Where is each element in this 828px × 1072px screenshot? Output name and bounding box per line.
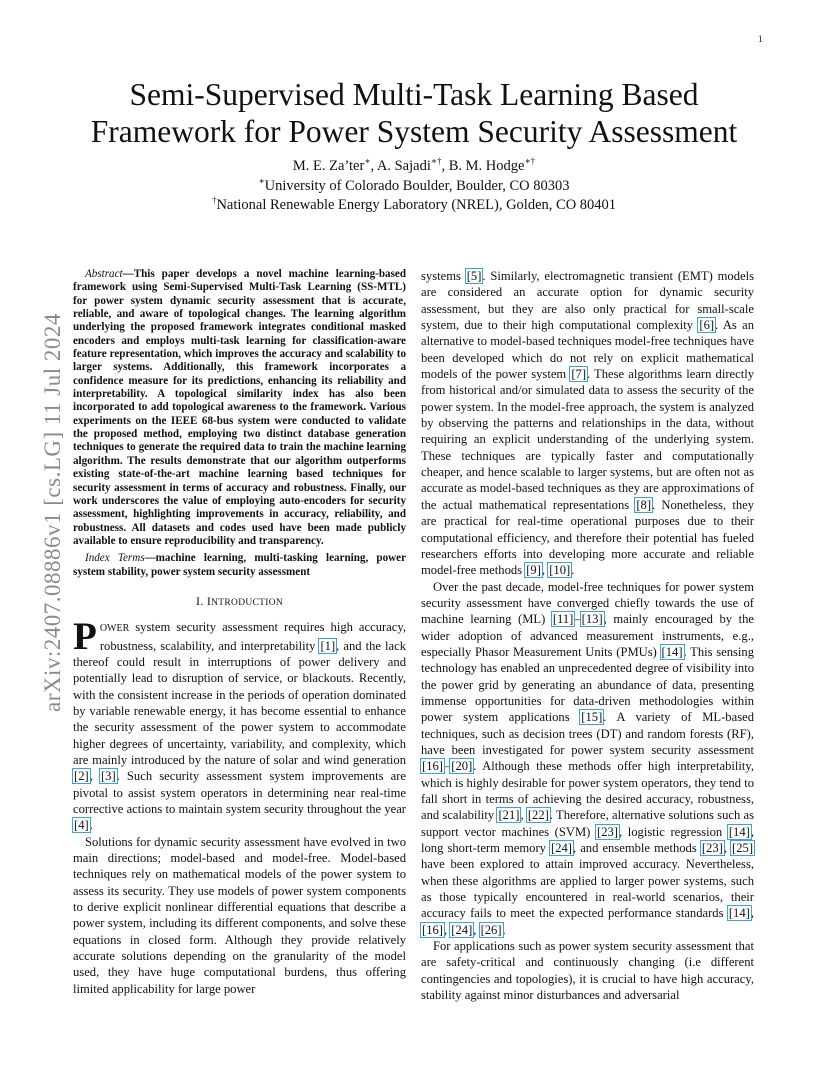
body-paragraph-continued <box>421 268 754 579</box>
paragraph-text: . A variety of ML-based techniques, such as decision trees (DT) and random forests (RF), have been investigated for power system security assessment <box>421 710 754 757</box>
section-heading-introduction <box>73 593 406 611</box>
affiliation-mark: ∗† <box>430 156 442 167</box>
abstract <box>73 268 406 548</box>
citation-link[interactable]: [20] <box>451 759 473 774</box>
paragraph-text: . Therefore, alternative solutions such as support vector machines (SVM) <box>421 808 754 839</box>
paper-title <box>60 76 768 150</box>
paragraph-text: . As an alternative to model-based techniques model-free techniques have been developed which do not rely on explicit mathematical models of the power system <box>421 318 754 382</box>
paragraph-text: . <box>502 922 506 937</box>
affiliation-mark: † <box>211 195 217 206</box>
paragraph-text: . Such security assessment system improvements are pivotal to assist system operators in determining near real-time corrective actions to maintain system security throughout the year <box>73 769 407 817</box>
body-paragraph-ml-techniques <box>421 579 754 939</box>
intro-paragraph-2: Solutions for dynamic security assessment have evolved in two main directions; model-based and model-free. Model-based techniques rely on mathematical models of the power system to assess its security. They use models of power system components to derive explicit nonlinear differential equations that describe a power system, including its different components, and solve these equations in closed form. Although they provide relatively accurate solutions depending on the granularity of the model used, they have huge computational burdens, thus offering limited applicability for large power <box>73 834 406 996</box>
index-terms-text: —machine learning, multi-tasking learning, power system stability, power system security assessment <box>73 552 406 578</box>
affiliation-mark: ∗† <box>524 156 536 167</box>
citation-link[interactable]: [24] <box>551 841 572 856</box>
citation-link[interactable]: [24] <box>451 922 473 937</box>
title-line-2: Framework for Power System Security Assessment <box>90 114 738 149</box>
affiliation-mark: ∗ <box>258 175 265 186</box>
affiliation-text: National Renewable Energy Laboratory (NREL), Golden, CO 80401 <box>216 197 617 213</box>
citation-link[interactable]: [1] <box>320 638 336 653</box>
paragraph-text: , <box>89 769 100 784</box>
paragraph-text: . <box>571 563 575 578</box>
paragraph-text: , logistic regression <box>618 824 728 839</box>
paragraph-text: , <box>520 808 527 823</box>
paragraph-text: – <box>443 759 451 774</box>
author-list <box>60 157 768 177</box>
citation-link[interactable]: [9] <box>526 563 541 578</box>
left-column <box>73 268 406 997</box>
section-numeral: I. <box>195 593 207 608</box>
affiliation-2 <box>60 196 768 216</box>
abstract-label: Abstract <box>85 268 123 280</box>
small-caps-lead: OWER <box>99 623 130 635</box>
paragraph-text: . These algorithms learn directly from historical and/or simulated data to assess the security of the power system. In the model-free approach, the system is analyzed by observing the patterns and relationships in the data, without requiring an explicit understanding of the underlying system. These techniques are typically faster and computationally cheaper, and hence scalable to larger systems, but are often not as accurate as model-based techniques as they are approximations of the actual mathematical representations <box>421 367 754 512</box>
paragraph-text: . Although these methods offer high interpretability, which is highly desirable for power system operators, they tend to fall short in terms of achieving the desired accuracy, robustness, and scalability <box>421 759 754 823</box>
citation-link[interactable]: [10] <box>549 563 571 578</box>
citation-link[interactable]: [14] <box>728 824 750 839</box>
citation-link[interactable]: [7] <box>571 367 587 382</box>
paragraph-text: systems <box>421 269 466 283</box>
citation-link[interactable]: [23] <box>701 841 723 856</box>
author-block <box>60 157 768 216</box>
arxiv-identifier-stamp: arXiv:2407.08886v1 [cs.LG] 11 Jul 2024 <box>40 313 65 712</box>
author-name: M. E. Za’ter <box>292 158 365 174</box>
citation-link[interactable]: [15] <box>581 710 603 725</box>
citation-link[interactable]: [2] <box>74 769 89 784</box>
paragraph-text: , long short-term memory <box>421 824 754 856</box>
affiliation-text: University of Colorado Boulder, Boulder, CO 80303 <box>264 177 570 194</box>
paragraph-text: , and the lack thereof could result in interruptions of power delivery and potentially lead to disruption of service, or blackouts. Recently, with the consistent increase in the periods of operation dominated by variable renewable energy, it has become essential to enhance the security assessment of the power system to accommodate higher degrees of uncertainty, variability, and complexity, which are mainly introduced by the nature of solar and wind generation <box>73 638 406 767</box>
affiliation-mark: ∗ <box>364 156 371 167</box>
citation-link[interactable]: [4] <box>74 818 89 833</box>
paragraph-text: Over the past decade, model-free techniques for power system security assessment have converged chiefly towards the use of machine learning (ML) <box>421 579 754 627</box>
paragraph-text: , <box>541 563 549 578</box>
citation-link[interactable]: [16] <box>422 759 443 774</box>
paragraph-text: – <box>574 612 581 627</box>
citation-link[interactable]: [23] <box>597 824 618 839</box>
paragraph-text: , mainly encouraged by the wider adoption of advanced measurement instruments, e.g., especially Phasor Measurement Units (PMUs) <box>421 612 754 659</box>
paragraph-text: , <box>443 922 451 937</box>
paragraph-text: , and ensemble methods <box>573 841 701 856</box>
author-name: , A. Sajadi <box>370 158 431 174</box>
right-column <box>421 268 754 1003</box>
citation-link[interactable]: [21] <box>498 808 520 823</box>
citation-link[interactable]: [16] <box>422 922 443 937</box>
page-number: 1 <box>758 34 763 44</box>
body-paragraph-applications: For applications such as power system security assessment that are safety-critical and continuously changing (i.e different contingencies and topologies), it is crucial to have high accuracy, stability against minor disturbances and adversarial <box>421 939 754 1003</box>
citation-link[interactable]: [8] <box>636 497 652 512</box>
paragraph-text: , <box>723 841 732 856</box>
citation-link[interactable]: [11] <box>552 612 574 627</box>
citation-link[interactable]: [22] <box>527 808 549 823</box>
title-line-1: Semi-Supervised Multi-Task Learning Based <box>129 77 699 112</box>
section-title-rest: NTRODUCTION <box>211 597 284 608</box>
author-name: , B. M. Hodge <box>441 158 525 174</box>
paragraph-text: , <box>750 906 754 921</box>
intro-paragraph-1 <box>73 615 407 833</box>
citation-link[interactable]: [6] <box>699 318 715 333</box>
citation-link[interactable]: [25] <box>732 841 754 856</box>
index-terms <box>73 552 406 579</box>
drop-cap: P <box>73 615 97 659</box>
paragraph-text: . Nonetheless, they are practical for real-time operational purposes due to their computational efficiency, and therefore their potential has fueled researchers efforts into developing more accurate and reliable model-free methods <box>421 497 754 578</box>
index-terms-label: Index Terms <box>85 552 145 565</box>
paragraph-text: have been explored to attain improved accuracy. Nevertheless, when these algorithms are applied to larger power systems, such as those typically encountered in real-world scenarios, their accuracy fails to meet the expected performance standards <box>421 857 754 921</box>
citation-link[interactable]: [13] <box>581 612 603 627</box>
abstract-text: —This paper develops a novel machine learning-based framework using Semi-Supervised Multi-Task Learning (SS-MTL) for power system dynamic security assessment that is accurate, reliable, and aware of topological changes. The learning algorithm underlying the proposed framework integrates conditional masked encoders and employs multi-task learning for classification-aware feature representation, which improves the accuracy and scalability to larger systems. Additionally, this framework incorporates a confidence measure for its predictions, enhancing its reliability and interpretability. A topological similarity index has also been incorporated to add topological awareness to the framework. Various experiments on the IEEE 68-bus system were conducted to validate the proposed method, employing two distinct database generation techniques to generate the required data to train the machine learning algorithm. The results demonstrate that our algorithm outperforms existing state-of-the-art machine learning based techniques for security assessment in terms of accuracy and robustness. Finally, our work underscores the value of employing auto-encoders for security assessment, highlighting improvements in accuracy, reliability, and robustness. All datasets and codes used have been made publicly available to ensure reproducibility and transparency. <box>73 268 406 547</box>
citation-link[interactable]: [3] <box>100 769 116 784</box>
paragraph-text: . Similarly, electromagnetic transient (EMT) models are considered an accurate option for dynamic security assessment, but they are also only practical for small-scale system, due to their high computational complexity <box>421 269 754 333</box>
affiliation-1 <box>60 177 768 197</box>
citation-link[interactable]: [14] <box>728 906 750 921</box>
paragraph-text: , <box>473 922 480 937</box>
citation-link[interactable]: [14] <box>661 644 683 659</box>
citation-link[interactable]: [26] <box>480 922 502 937</box>
paragraph-text: system security assessment requires high accuracy, robustness, scalability, and interpretability <box>99 620 406 653</box>
paragraph-text: . This sensing technology has enabled an unprecedented degree of visibility into the power grid by generating an abundance of data, presenting immense opportunities for data-driven methodologies within power system applications <box>421 644 754 725</box>
paragraph-text: . <box>89 818 93 833</box>
citation-link[interactable]: [5] <box>466 269 482 283</box>
section-title-initial: I <box>206 593 212 608</box>
